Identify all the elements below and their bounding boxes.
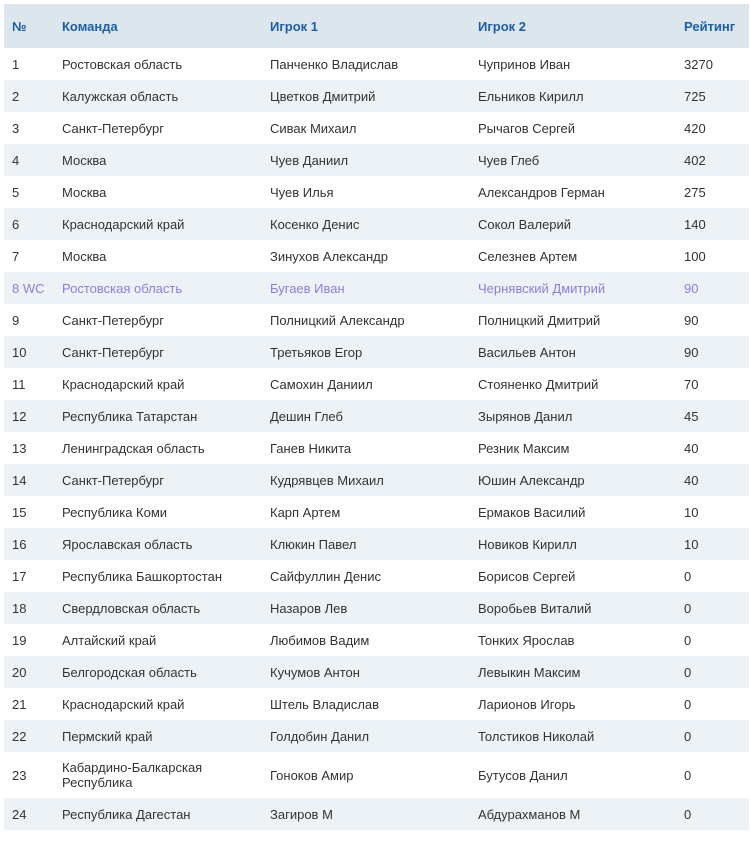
cell-player1: Сивак Михаил [270,120,357,136]
table-row [4,560,749,592]
cell-rating: 0 [676,798,749,830]
table-row [4,112,749,144]
table-body [4,48,749,830]
cell-player2: Ларионов Игорь [478,696,576,712]
cell-rating: 100 [684,248,706,264]
header-team: Команда [54,4,262,48]
table-row [4,624,749,656]
cell-team: Москва [62,248,107,264]
table-row [4,496,749,528]
cell-player2: Чупринов Иван [478,56,571,72]
cell-rating: 10 [676,528,749,560]
cell-player2: Зырянов Данил [470,400,676,432]
cell-player2: Ермаков Василий [478,504,586,520]
cell-player2: Александров Герман [478,184,605,200]
table-row [4,48,749,80]
cell-team: Краснодарский край [62,376,185,392]
table-row [4,368,749,400]
cell-player1: Самохин Даниил [270,376,373,392]
cell-num: 15 [12,504,27,520]
header-num: № [4,4,54,48]
cell-player2: Юшин Александр [470,464,676,496]
cell-rating: 90 [684,312,699,328]
cell-player1: Дешин Глеб [262,400,470,432]
cell-player2: Ельников Кирилл [470,80,676,112]
cell-rating: 275 [684,184,706,200]
cell-player1: Чуев Илья [270,184,334,200]
cell-player1: Третьяков Егор [262,336,470,368]
table-row [4,400,749,432]
cell-player2: Полницкий Дмитрий [478,312,601,328]
table-row [4,144,749,176]
cell-player1: Карп Артем [270,504,341,520]
cell-player1: Голдобин Данил [262,720,470,752]
table-row [4,208,749,240]
table-row [4,752,749,798]
cell-player2: Стояненко Дмитрий [478,376,599,392]
table-row [4,304,749,336]
cell-player2: Тонких Ярослав [478,632,575,648]
cell-player1: Штель Владислав [270,696,380,712]
cell-team: Москва [62,184,107,200]
cell-num: 7 [12,248,20,264]
cell-num: 9 [12,312,20,328]
ranking-table [4,4,749,830]
cell-num: 13 [12,440,27,456]
cell-player2: Резник Максим [478,440,570,456]
cell-player2: Толстиков Николай [470,720,676,752]
cell-team: Белгородская область [54,656,262,688]
cell-num: 18 [4,592,54,624]
cell-team: Пермский край [54,720,262,752]
table-row [4,720,749,752]
cell-num: 14 [4,464,54,496]
cell-team: Республика Башкортостан [62,568,222,584]
cell-team: Ленинградская область [62,440,205,456]
table-row [4,798,749,830]
cell-player1: Назаров Лев [262,592,470,624]
cell-rating: 40 [684,440,699,456]
cell-num: 17 [12,568,27,584]
cell-rating: 70 [684,376,699,392]
cell-player2: Селезнев Артем [478,248,578,264]
cell-player1: Панченко Владислав [270,56,399,72]
cell-player1: Косенко Денис [262,208,470,240]
cell-num: 1 [12,56,20,72]
cell-rating: 45 [676,400,749,432]
cell-player1: Зинухов Александр [270,248,388,264]
header-player1: Игрок 1 [262,4,470,48]
cell-rating: 10 [684,504,699,520]
cell-rating: 0 [684,568,692,584]
table-header [4,4,749,48]
cell-player1: Любимов Вадим [270,632,370,648]
cell-rating: 0 [676,592,749,624]
table-row [4,176,749,208]
table-row [4,80,749,112]
table-row [4,464,749,496]
cell-rating: 90 [676,336,749,368]
cell-num: 19 [12,632,27,648]
cell-team: Краснодарский край [62,696,185,712]
cell-player1: Кучумов Антон [262,656,470,688]
cell-player1: Ганев Никита [270,440,352,456]
cell-player2: Абдурахманов М [470,798,676,830]
cell-num: 12 [4,400,54,432]
cell-team: Москва [54,144,262,176]
table-row [4,240,749,272]
cell-player1: Чуев Даниил [262,144,470,176]
cell-num: 21 [12,696,27,712]
cell-player2: Бутусов Данил [478,767,568,783]
table-row [4,592,749,624]
cell-player1: Кудрявцев Михаил [262,464,470,496]
cell-team: Ростовская область [62,56,183,72]
cell-player1: Цветков Дмитрий [262,80,470,112]
cell-rating: 140 [676,208,749,240]
cell-player2: Новиков Кирилл [470,528,676,560]
cell-player1: Сайфуллин Денис [270,568,381,584]
cell-team: Санкт-Петербург [54,336,262,368]
cell-num: 23 [12,767,27,783]
cell-player1: Загиров М [262,798,470,830]
cell-rating: 40 [676,464,749,496]
cell-player1: Клюкин Павел [262,528,470,560]
cell-team: Свердловская область [54,592,262,624]
cell-num: 22 [4,720,54,752]
cell-num: 8 WC [4,272,54,304]
cell-player1: Гоноков Амир [270,767,354,783]
cell-num: 10 [4,336,54,368]
cell-team: Санкт-Петербург [62,120,164,136]
cell-player2: Чуев Глеб [470,144,676,176]
cell-team: Ростовская область [54,272,262,304]
cell-num: 2 [4,80,54,112]
cell-team: Калужская область [54,80,262,112]
cell-player2: Чернявский Дмитрий [470,272,676,304]
cell-team: Республика Коми [62,504,168,520]
cell-rating: 0 [684,767,692,783]
cell-num: 6 [4,208,54,240]
table-row [4,528,749,560]
cell-num: 24 [4,798,54,830]
cell-player2: Воробьев Виталий [470,592,676,624]
cell-team: Санкт-Петербург [54,464,262,496]
cell-player2: Борисов Сергей [478,568,576,584]
table-row [4,336,749,368]
cell-num: 4 [4,144,54,176]
cell-team: Республика Дагестан [54,798,262,830]
cell-rating: 402 [676,144,749,176]
header-player2: Игрок 2 [470,4,676,48]
table-row [4,272,749,304]
cell-rating: 3270 [684,56,713,72]
cell-team: Ярославская область [54,528,262,560]
cell-rating: 0 [676,656,749,688]
cell-player2: Левыкин Максим [470,656,676,688]
cell-player2: Сокол Валерий [470,208,676,240]
cell-player2: Рычагов Сергей [478,120,576,136]
header-rating: Рейтинг [676,4,749,48]
table-row [4,688,749,720]
cell-rating: 0 [684,632,692,648]
cell-team: Республика Татарстан [54,400,262,432]
cell-team: Санкт-Петербург [62,312,164,328]
cell-num: 5 [12,184,20,200]
header-row [4,4,749,48]
cell-rating: 0 [676,720,749,752]
cell-rating: 420 [684,120,706,136]
cell-team: Алтайский край [62,632,157,648]
cell-team: Краснодарский край [54,208,262,240]
table-row [4,656,749,688]
cell-player1: Полницкий Александр [270,312,405,328]
table-row [4,432,749,464]
cell-player2: Васильев Антон [470,336,676,368]
cell-rating: 90 [676,272,749,304]
cell-team: Кабардино-Балкарская Республика [62,760,203,790]
cell-num: 11 [12,376,26,392]
cell-rating: 0 [684,696,692,712]
cell-num: 20 [4,656,54,688]
cell-num: 16 [4,528,54,560]
cell-num: 3 [12,120,20,136]
cell-player1: Бугаев Иван [262,272,470,304]
cell-rating: 725 [676,80,749,112]
